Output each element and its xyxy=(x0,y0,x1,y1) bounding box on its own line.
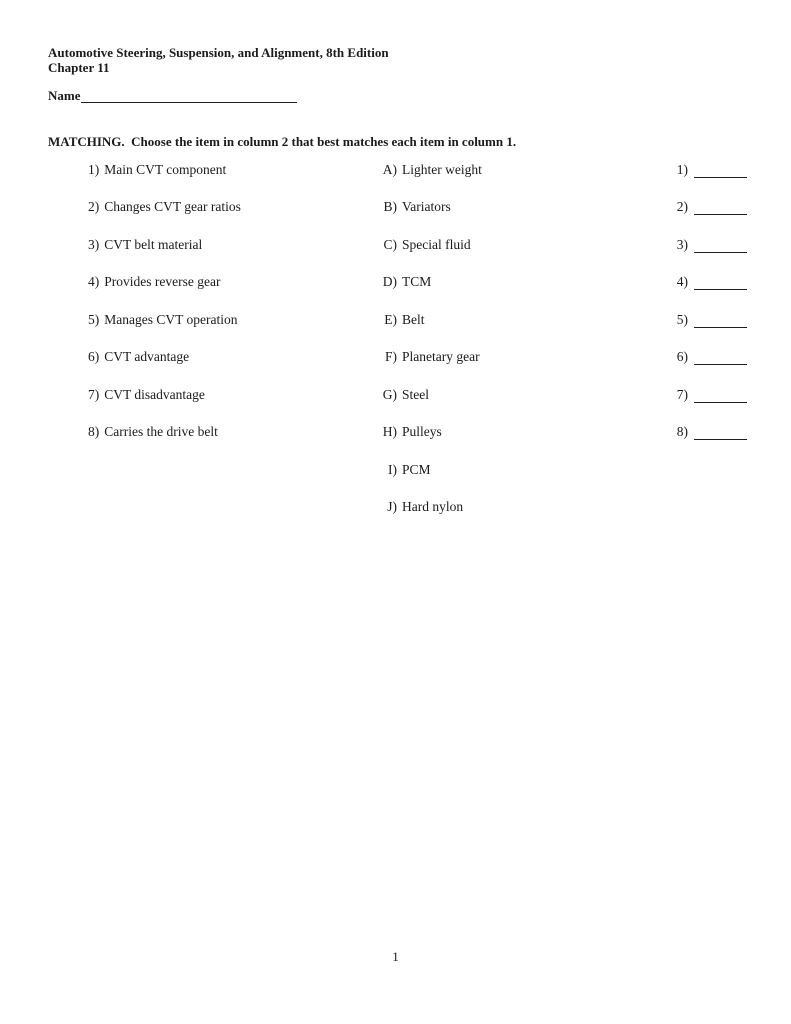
item-text: Carries the drive belt xyxy=(104,424,218,440)
option-text: Pulleys xyxy=(402,424,442,440)
matching-option xyxy=(374,274,482,311)
item-text: Main CVT component xyxy=(104,162,227,177)
answer-row xyxy=(660,237,747,274)
item-text: CVT disadvantage xyxy=(104,386,205,402)
answer-row xyxy=(660,162,747,199)
item-number: 1) xyxy=(88,162,100,177)
item-text: CVT advantage xyxy=(104,349,190,365)
answer-number: 8) xyxy=(676,424,688,440)
option-text: Lighter weight xyxy=(402,162,482,177)
option-text: Belt xyxy=(402,311,425,327)
option-letter: F) xyxy=(384,349,397,365)
page-number: 1 xyxy=(392,949,399,964)
answer-number: 6) xyxy=(676,349,688,365)
option-text: Planetary gear xyxy=(402,349,480,365)
matching-option xyxy=(374,424,482,461)
matching-option xyxy=(374,387,482,424)
option-letter: J) xyxy=(387,498,397,514)
answer-blank[interactable] xyxy=(694,427,747,440)
answer-blank[interactable] xyxy=(694,165,747,178)
answer-number: 7) xyxy=(676,386,688,402)
matching-option xyxy=(374,499,482,536)
item-number: 5) xyxy=(88,311,100,327)
matching-item xyxy=(88,349,241,386)
item-text: CVT belt material xyxy=(104,236,203,252)
matching-option xyxy=(374,462,482,499)
answer-blank[interactable] xyxy=(694,277,747,290)
answer-number: 1) xyxy=(676,162,688,177)
answer-row xyxy=(660,424,747,461)
option-letter: B) xyxy=(383,199,397,215)
matching-item xyxy=(88,237,241,274)
matching-item xyxy=(88,274,241,311)
answer-blank[interactable] xyxy=(694,352,747,365)
item-text: Changes CVT gear ratios xyxy=(104,199,241,215)
answer-blank[interactable] xyxy=(694,390,747,403)
option-letter: E) xyxy=(384,311,397,327)
matching-item xyxy=(88,199,241,236)
column-2-options xyxy=(374,162,482,536)
answer-number: 2) xyxy=(676,199,688,215)
answer-row xyxy=(660,387,747,424)
item-number: 4) xyxy=(88,274,100,290)
option-letter: A) xyxy=(382,162,397,177)
option-text: Variators xyxy=(402,199,451,215)
answer-number: 4) xyxy=(676,274,688,290)
item-number: 7) xyxy=(88,386,100,402)
answer-row xyxy=(660,274,747,311)
page-header xyxy=(48,46,389,75)
name-label: Name xyxy=(48,88,81,103)
option-text: TCM xyxy=(402,274,432,290)
matching-option xyxy=(374,312,482,349)
answer-row xyxy=(660,199,747,236)
answer-number: 5) xyxy=(676,311,688,327)
answer-blank[interactable] xyxy=(694,202,747,215)
answer-row xyxy=(660,312,747,349)
option-text: Steel xyxy=(402,386,429,402)
option-text: Hard nylon xyxy=(402,498,464,514)
book-title: Automotive Steering, Suspension, and Alignment, 8th Edition xyxy=(48,45,389,60)
answer-blank[interactable] xyxy=(694,240,747,253)
name-input-line[interactable] xyxy=(81,90,297,103)
column-1-items xyxy=(88,162,241,462)
option-text: PCM xyxy=(402,461,431,477)
chapter-title: Chapter 11 xyxy=(48,59,110,75)
answer-number: 3) xyxy=(676,236,688,252)
matching-item xyxy=(88,424,241,461)
matching-item xyxy=(88,162,241,199)
item-number: 2) xyxy=(88,199,100,215)
matching-option xyxy=(374,349,482,386)
option-letter: C) xyxy=(383,236,397,252)
matching-item xyxy=(88,312,241,349)
option-letter: H) xyxy=(382,424,397,440)
matching-option xyxy=(374,237,482,274)
option-letter: D) xyxy=(382,274,397,290)
item-number: 6) xyxy=(88,349,100,365)
name-row xyxy=(48,88,297,104)
option-letter: G) xyxy=(382,386,397,402)
matching-item xyxy=(88,387,241,424)
option-letter: I) xyxy=(388,461,397,477)
matching-instruction: MATCHING. Choose the item in column 2 that best matches each item in column 1. xyxy=(48,134,517,149)
item-text: Provides reverse gear xyxy=(104,274,221,290)
answer-column xyxy=(660,162,747,462)
item-number: 3) xyxy=(88,236,100,252)
answer-row xyxy=(660,349,747,386)
item-text: Manages CVT operation xyxy=(104,311,238,327)
option-text: Special fluid xyxy=(402,236,471,252)
item-number: 8) xyxy=(88,424,100,440)
answer-blank[interactable] xyxy=(694,315,747,328)
matching-option xyxy=(374,162,482,199)
matching-option xyxy=(374,199,482,236)
